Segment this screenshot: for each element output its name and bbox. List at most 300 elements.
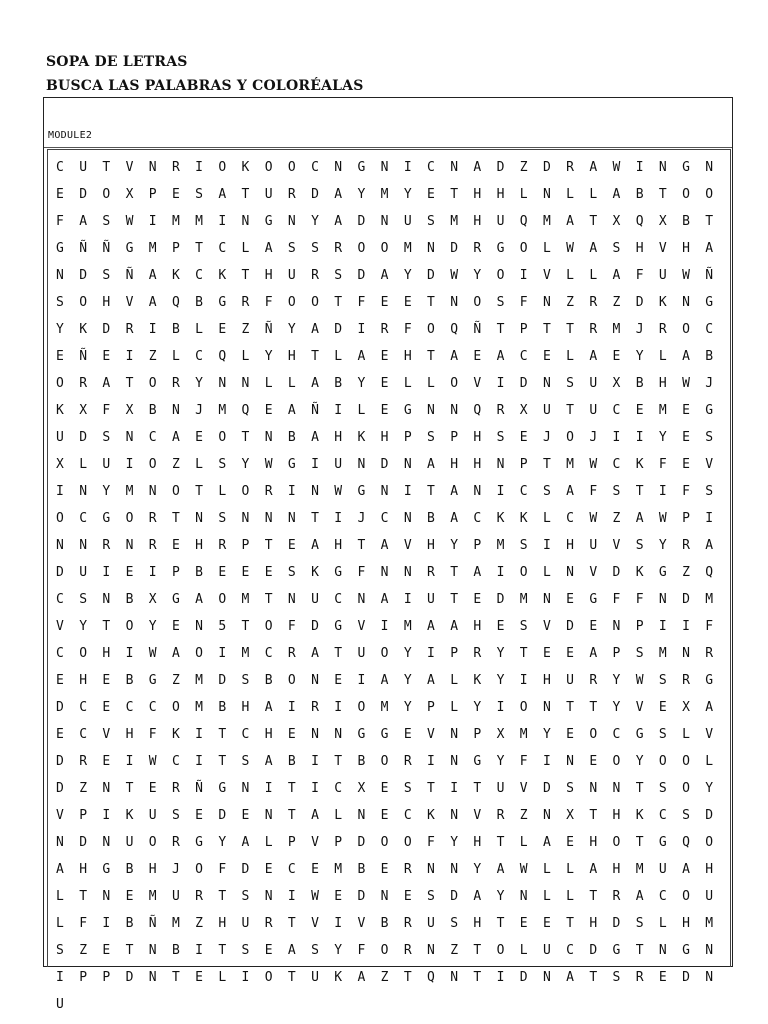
grid-letter[interactable]: M <box>195 214 203 229</box>
grid-letter[interactable]: E <box>589 619 598 634</box>
grid-letter[interactable]: I <box>56 970 64 985</box>
grid-letter[interactable]: Z <box>612 511 621 526</box>
grid-letter[interactable]: N <box>311 727 319 742</box>
grid-letter[interactable]: T <box>473 970 482 985</box>
grid-letter[interactable]: S <box>612 970 621 985</box>
grid-letter[interactable]: Z <box>519 160 528 175</box>
grid-letter[interactable]: D <box>357 268 366 283</box>
grid-letter[interactable]: O <box>496 268 505 283</box>
grid-letter[interactable]: Ñ <box>705 268 714 283</box>
grid-letter[interactable]: Y <box>334 943 343 958</box>
grid-letter[interactable]: H <box>195 538 203 553</box>
grid-letter[interactable]: Q <box>635 214 644 229</box>
grid-letter[interactable]: A <box>334 187 343 202</box>
grid-letter[interactable]: N <box>450 808 459 823</box>
grid-letter[interactable]: E <box>380 808 389 823</box>
grid-letter[interactable]: O <box>56 376 64 391</box>
grid-letter[interactable]: N <box>287 511 296 526</box>
grid-letter[interactable]: Y <box>403 646 412 661</box>
grid-letter[interactable]: N <box>519 889 528 904</box>
grid-letter[interactable]: P <box>473 538 482 553</box>
grid-letter[interactable]: A <box>589 241 598 256</box>
grid-letter[interactable]: N <box>264 808 273 823</box>
grid-letter[interactable]: O <box>380 754 389 769</box>
grid-letter[interactable]: N <box>705 943 714 958</box>
grid-letter[interactable]: A <box>195 592 203 607</box>
grid-letter[interactable]: G <box>635 727 644 742</box>
grid-letter[interactable]: G <box>682 943 690 958</box>
grid-letter[interactable]: E <box>311 862 319 877</box>
grid-letter[interactable]: L <box>705 754 714 769</box>
grid-letter[interactable]: T <box>519 646 528 661</box>
grid-letter[interactable]: I <box>357 673 366 688</box>
grid-letter[interactable]: O <box>311 295 319 310</box>
grid-letter[interactable]: H <box>102 646 111 661</box>
grid-letter[interactable]: V <box>125 295 134 310</box>
grid-letter[interactable]: N <box>56 268 64 283</box>
grid-letter[interactable]: E <box>380 376 389 391</box>
grid-letter[interactable]: N <box>380 565 389 580</box>
grid-letter[interactable]: N <box>566 754 574 769</box>
grid-letter[interactable]: I <box>264 781 273 796</box>
grid-letter[interactable]: Z <box>241 322 250 337</box>
grid-letter[interactable]: R <box>79 754 88 769</box>
grid-letter[interactable]: Y <box>473 700 482 715</box>
grid-letter[interactable]: X <box>125 403 134 418</box>
grid-letter[interactable]: T <box>125 376 134 391</box>
grid-letter[interactable]: R <box>125 322 134 337</box>
grid-letter[interactable]: U <box>56 997 64 1012</box>
grid-letter[interactable]: S <box>79 592 88 607</box>
grid-letter[interactable]: W <box>612 160 621 175</box>
grid-letter[interactable]: W <box>682 268 690 283</box>
grid-letter[interactable]: Z <box>79 943 88 958</box>
grid-letter[interactable]: E <box>218 322 227 337</box>
grid-letter[interactable]: H <box>334 430 343 445</box>
grid-letter[interactable]: Y <box>635 349 644 364</box>
grid-letter[interactable]: O <box>380 835 389 850</box>
grid-letter[interactable]: D <box>56 754 64 769</box>
grid-letter[interactable]: X <box>79 403 88 418</box>
grid-letter[interactable]: O <box>56 511 64 526</box>
grid-letter[interactable]: I <box>102 808 111 823</box>
grid-letter[interactable]: K <box>496 511 505 526</box>
grid-letter[interactable]: A <box>264 754 273 769</box>
grid-letter[interactable]: T <box>635 781 644 796</box>
grid-letter[interactable]: B <box>380 916 389 931</box>
grid-letter[interactable]: Q <box>218 349 227 364</box>
grid-letter[interactable]: E <box>56 349 64 364</box>
grid-letter[interactable]: O <box>287 673 296 688</box>
grid-letter[interactable]: P <box>427 700 435 715</box>
grid-letter[interactable]: I <box>334 700 343 715</box>
grid-letter[interactable]: P <box>148 187 157 202</box>
grid-letter[interactable]: D <box>357 889 366 904</box>
grid-letter[interactable]: E <box>171 187 180 202</box>
grid-letter[interactable]: G <box>125 241 134 256</box>
grid-letter[interactable]: Ñ <box>473 322 482 337</box>
grid-letter[interactable]: T <box>705 214 714 229</box>
grid-letter[interactable]: F <box>519 754 528 769</box>
grid-letter[interactable]: O <box>125 619 134 634</box>
grid-letter[interactable]: O <box>264 160 273 175</box>
grid-letter[interactable]: K <box>635 457 644 472</box>
grid-letter[interactable]: G <box>612 943 621 958</box>
grid-letter[interactable]: A <box>705 700 714 715</box>
grid-letter[interactable]: U <box>542 403 551 418</box>
grid-letter[interactable]: S <box>519 619 528 634</box>
grid-letter[interactable]: R <box>148 511 157 526</box>
grid-letter[interactable]: L <box>566 862 574 877</box>
grid-letter[interactable]: E <box>589 754 598 769</box>
grid-letter[interactable]: N <box>311 673 319 688</box>
grid-letter[interactable]: Z <box>148 349 157 364</box>
grid-letter[interactable]: T <box>427 295 435 310</box>
grid-letter[interactable]: B <box>125 673 134 688</box>
grid-letter[interactable]: D <box>589 943 598 958</box>
grid-letter[interactable]: E <box>658 700 667 715</box>
grid-letter[interactable]: C <box>658 889 667 904</box>
grid-letter[interactable]: O <box>218 592 227 607</box>
grid-letter[interactable]: V <box>705 727 714 742</box>
grid-letter[interactable]: A <box>311 322 319 337</box>
grid-letter[interactable]: K <box>311 565 319 580</box>
grid-letter[interactable]: H <box>658 376 667 391</box>
grid-letter[interactable]: C <box>612 403 621 418</box>
grid-letter[interactable]: L <box>566 187 574 202</box>
grid-letter[interactable]: O <box>287 160 296 175</box>
grid-letter[interactable]: F <box>218 862 227 877</box>
grid-letter[interactable]: N <box>612 781 621 796</box>
grid-letter[interactable]: Ñ <box>79 241 88 256</box>
grid-letter[interactable]: S <box>241 673 250 688</box>
grid-letter[interactable]: O <box>357 241 366 256</box>
grid-letter[interactable]: F <box>519 295 528 310</box>
grid-letter[interactable]: I <box>635 430 644 445</box>
grid-letter[interactable]: G <box>218 295 227 310</box>
grid-letter[interactable]: C <box>519 484 528 499</box>
grid-letter[interactable]: C <box>79 727 88 742</box>
grid-letter[interactable]: D <box>542 160 551 175</box>
grid-letter[interactable]: L <box>427 376 435 391</box>
grid-letter[interactable]: T <box>334 646 343 661</box>
grid-letter[interactable]: R <box>658 322 667 337</box>
grid-letter[interactable]: D <box>450 889 459 904</box>
grid-letter[interactable]: N <box>241 214 250 229</box>
grid-letter[interactable]: O <box>79 295 88 310</box>
grid-letter[interactable]: Y <box>218 835 227 850</box>
grid-letter[interactable]: I <box>125 457 134 472</box>
grid-letter[interactable]: R <box>195 889 203 904</box>
grid-letter[interactable]: Y <box>241 457 250 472</box>
grid-letter[interactable]: O <box>125 511 134 526</box>
grid-letter[interactable]: N <box>264 889 273 904</box>
grid-letter[interactable]: N <box>102 592 111 607</box>
grid-letter[interactable]: F <box>264 295 273 310</box>
grid-letter[interactable]: I <box>635 160 644 175</box>
grid-letter[interactable]: A <box>682 862 690 877</box>
grid-letter[interactable]: B <box>195 295 203 310</box>
grid-letter[interactable]: Ñ <box>125 268 134 283</box>
grid-letter[interactable]: N <box>542 808 551 823</box>
grid-letter[interactable]: U <box>79 565 88 580</box>
grid-letter[interactable]: N <box>102 781 111 796</box>
grid-letter[interactable]: O <box>195 646 203 661</box>
grid-letter[interactable]: L <box>56 889 64 904</box>
grid-letter[interactable]: I <box>311 781 319 796</box>
grid-letter[interactable]: M <box>635 862 644 877</box>
grid-letter[interactable]: K <box>56 403 64 418</box>
grid-letter[interactable]: G <box>171 592 180 607</box>
grid-letter[interactable]: B <box>125 862 134 877</box>
grid-letter[interactable]: A <box>380 592 389 607</box>
grid-letter[interactable]: T <box>264 538 273 553</box>
grid-letter[interactable]: I <box>612 430 621 445</box>
grid-letter[interactable]: H <box>102 295 111 310</box>
grid-letter[interactable]: E <box>612 349 621 364</box>
grid-letter[interactable]: H <box>705 862 714 877</box>
grid-letter[interactable]: T <box>357 538 366 553</box>
grid-letter[interactable]: Q <box>473 403 482 418</box>
grid-letter[interactable]: C <box>56 646 64 661</box>
grid-letter[interactable]: D <box>612 916 621 931</box>
grid-letter[interactable]: T <box>241 619 250 634</box>
grid-letter[interactable]: A <box>473 160 482 175</box>
grid-letter[interactable]: W <box>589 457 598 472</box>
grid-letter[interactable]: G <box>658 835 667 850</box>
grid-letter[interactable]: S <box>658 673 667 688</box>
grid-letter[interactable]: F <box>403 322 412 337</box>
grid-letter[interactable]: R <box>79 376 88 391</box>
grid-letter[interactable]: X <box>612 214 621 229</box>
grid-letter[interactable]: A <box>79 214 88 229</box>
grid-letter[interactable]: W <box>148 754 157 769</box>
grid-letter[interactable]: M <box>195 700 203 715</box>
grid-letter[interactable]: N <box>612 619 621 634</box>
grid-letter[interactable]: L <box>658 349 667 364</box>
grid-letter[interactable]: E <box>56 727 64 742</box>
grid-letter[interactable]: P <box>287 835 296 850</box>
grid-letter[interactable]: L <box>334 349 343 364</box>
grid-letter[interactable]: Z <box>195 916 203 931</box>
grid-letter[interactable]: E <box>334 673 343 688</box>
grid-letter[interactable]: O <box>380 241 389 256</box>
grid-letter[interactable]: W <box>334 484 343 499</box>
grid-letter[interactable]: I <box>496 484 505 499</box>
grid-letter[interactable]: A <box>311 808 319 823</box>
grid-letter[interactable]: Y <box>496 754 505 769</box>
grid-letter[interactable]: N <box>427 403 435 418</box>
grid-letter[interactable]: A <box>287 403 296 418</box>
grid-letter[interactable]: S <box>635 538 644 553</box>
grid-letter[interactable]: Z <box>682 565 690 580</box>
grid-letter[interactable]: R <box>241 295 250 310</box>
grid-letter[interactable]: A <box>311 376 319 391</box>
grid-letter[interactable]: X <box>658 214 667 229</box>
grid-letter[interactable]: G <box>357 727 366 742</box>
grid-letter[interactable]: Y <box>496 673 505 688</box>
grid-letter[interactable]: R <box>287 187 296 202</box>
grid-letter[interactable]: K <box>635 565 644 580</box>
grid-letter[interactable]: T <box>496 322 505 337</box>
grid-letter[interactable]: J <box>705 376 714 391</box>
grid-letter[interactable]: H <box>473 430 482 445</box>
grid-letter[interactable]: M <box>566 457 574 472</box>
grid-letter[interactable]: A <box>589 646 598 661</box>
grid-letter[interactable]: N <box>241 376 250 391</box>
grid-letter[interactable]: H <box>566 538 574 553</box>
grid-letter[interactable]: Q <box>705 565 714 580</box>
grid-letter[interactable]: T <box>589 700 598 715</box>
grid-letter[interactable]: N <box>287 214 296 229</box>
grid-letter[interactable]: A <box>635 889 644 904</box>
grid-letter[interactable]: T <box>102 619 111 634</box>
grid-letter[interactable]: B <box>357 862 366 877</box>
grid-letter[interactable]: I <box>542 538 551 553</box>
grid-letter[interactable]: R <box>171 835 180 850</box>
grid-letter[interactable]: G <box>705 403 714 418</box>
grid-letter[interactable]: A <box>241 835 250 850</box>
grid-letter[interactable]: K <box>79 322 88 337</box>
grid-letter[interactable]: S <box>450 916 459 931</box>
grid-letter[interactable]: D <box>705 808 714 823</box>
grid-letter[interactable]: F <box>56 214 64 229</box>
grid-letter[interactable]: F <box>287 619 296 634</box>
grid-letter[interactable]: M <box>542 214 551 229</box>
grid-letter[interactable]: Y <box>473 862 482 877</box>
grid-letter[interactable]: C <box>705 322 714 337</box>
grid-letter[interactable]: G <box>589 592 598 607</box>
grid-letter[interactable]: R <box>473 646 482 661</box>
grid-letter[interactable]: T <box>542 457 551 472</box>
grid-letter[interactable]: Y <box>612 700 621 715</box>
grid-letter[interactable]: L <box>195 457 203 472</box>
grid-letter[interactable]: S <box>241 754 250 769</box>
grid-letter[interactable]: N <box>264 430 273 445</box>
grid-letter[interactable]: M <box>380 187 389 202</box>
grid-letter[interactable]: T <box>589 889 598 904</box>
grid-letter[interactable]: E <box>171 538 180 553</box>
grid-letter[interactable]: F <box>357 295 366 310</box>
grid-letter[interactable]: I <box>658 619 667 634</box>
grid-letter[interactable]: G <box>56 241 64 256</box>
grid-letter[interactable]: S <box>612 241 621 256</box>
grid-letter[interactable]: B <box>195 565 203 580</box>
grid-letter[interactable]: N <box>450 403 459 418</box>
grid-letter[interactable]: Q <box>450 322 459 337</box>
grid-letter[interactable]: S <box>102 214 111 229</box>
grid-letter[interactable]: G <box>357 484 366 499</box>
grid-letter[interactable]: M <box>403 619 412 634</box>
grid-letter[interactable]: R <box>403 916 412 931</box>
grid-letter[interactable]: C <box>171 754 180 769</box>
grid-letter[interactable]: R <box>287 646 296 661</box>
grid-letter[interactable]: H <box>427 538 435 553</box>
grid-letter[interactable]: A <box>566 484 574 499</box>
grid-letter[interactable]: L <box>241 349 250 364</box>
grid-letter[interactable]: A <box>102 376 111 391</box>
grid-letter[interactable]: U <box>311 592 319 607</box>
grid-letter[interactable]: B <box>218 700 227 715</box>
grid-letter[interactable]: A <box>357 970 366 985</box>
grid-letter[interactable]: V <box>311 916 319 931</box>
grid-letter[interactable]: J <box>195 403 203 418</box>
grid-letter[interactable]: N <box>148 970 157 985</box>
grid-letter[interactable]: N <box>473 484 482 499</box>
grid-letter[interactable]: N <box>56 538 64 553</box>
grid-letter[interactable]: T <box>125 943 134 958</box>
grid-letter[interactable]: M <box>148 241 157 256</box>
grid-letter[interactable]: L <box>241 241 250 256</box>
grid-letter[interactable]: O <box>102 187 111 202</box>
grid-letter[interactable]: Y <box>195 376 203 391</box>
grid-letter[interactable]: D <box>357 835 366 850</box>
grid-letter[interactable]: O <box>612 754 621 769</box>
grid-letter[interactable]: P <box>79 970 88 985</box>
grid-letter[interactable]: O <box>148 457 157 472</box>
grid-letter[interactable]: X <box>496 727 505 742</box>
grid-letter[interactable]: R <box>427 565 435 580</box>
grid-letter[interactable]: S <box>171 808 180 823</box>
grid-letter[interactable]: O <box>705 187 714 202</box>
grid-letter[interactable]: N <box>542 592 551 607</box>
grid-letter[interactable]: C <box>79 700 88 715</box>
grid-letter[interactable]: T <box>635 835 644 850</box>
grid-letter[interactable]: C <box>334 781 343 796</box>
grid-letter[interactable]: E <box>635 403 644 418</box>
grid-letter[interactable]: I <box>287 484 296 499</box>
grid-letter[interactable]: H <box>612 808 621 823</box>
grid-letter[interactable]: S <box>195 187 203 202</box>
grid-letter[interactable]: T <box>195 484 203 499</box>
grid-letter[interactable]: M <box>496 538 505 553</box>
grid-letter[interactable]: G <box>357 160 366 175</box>
grid-letter[interactable]: H <box>287 349 296 364</box>
grid-letter[interactable]: U <box>589 403 598 418</box>
grid-letter[interactable]: U <box>241 916 250 931</box>
grid-letter[interactable]: E <box>473 592 482 607</box>
grid-letter[interactable]: W <box>635 673 644 688</box>
grid-letter[interactable]: K <box>658 295 667 310</box>
grid-letter[interactable]: Y <box>56 322 64 337</box>
grid-letter[interactable]: S <box>566 781 574 796</box>
grid-letter[interactable]: P <box>171 241 180 256</box>
grid-letter[interactable]: D <box>334 322 343 337</box>
grid-letter[interactable]: U <box>589 538 598 553</box>
grid-letter[interactable]: Y <box>287 322 296 337</box>
grid-letter[interactable]: R <box>403 943 412 958</box>
grid-letter[interactable]: N <box>658 160 667 175</box>
grid-letter[interactable]: N <box>542 376 551 391</box>
grid-letter[interactable]: G <box>102 511 111 526</box>
grid-letter[interactable]: A <box>450 619 459 634</box>
grid-letter[interactable]: H <box>589 835 598 850</box>
grid-letter[interactable]: O <box>380 646 389 661</box>
grid-letter[interactable]: R <box>589 295 598 310</box>
grid-letter[interactable]: S <box>218 511 227 526</box>
grid-letter[interactable]: O <box>357 700 366 715</box>
grid-letter[interactable]: N <box>357 592 366 607</box>
grid-letter[interactable]: E <box>473 349 482 364</box>
grid-letter[interactable]: E <box>403 727 412 742</box>
grid-letter[interactable]: A <box>612 187 621 202</box>
grid-letter[interactable]: N <box>334 160 343 175</box>
grid-letter[interactable]: E <box>102 673 111 688</box>
grid-letter[interactable]: W <box>658 511 667 526</box>
grid-letter[interactable]: T <box>566 916 574 931</box>
grid-letter[interactable]: T <box>403 970 412 985</box>
grid-letter[interactable]: P <box>635 619 644 634</box>
